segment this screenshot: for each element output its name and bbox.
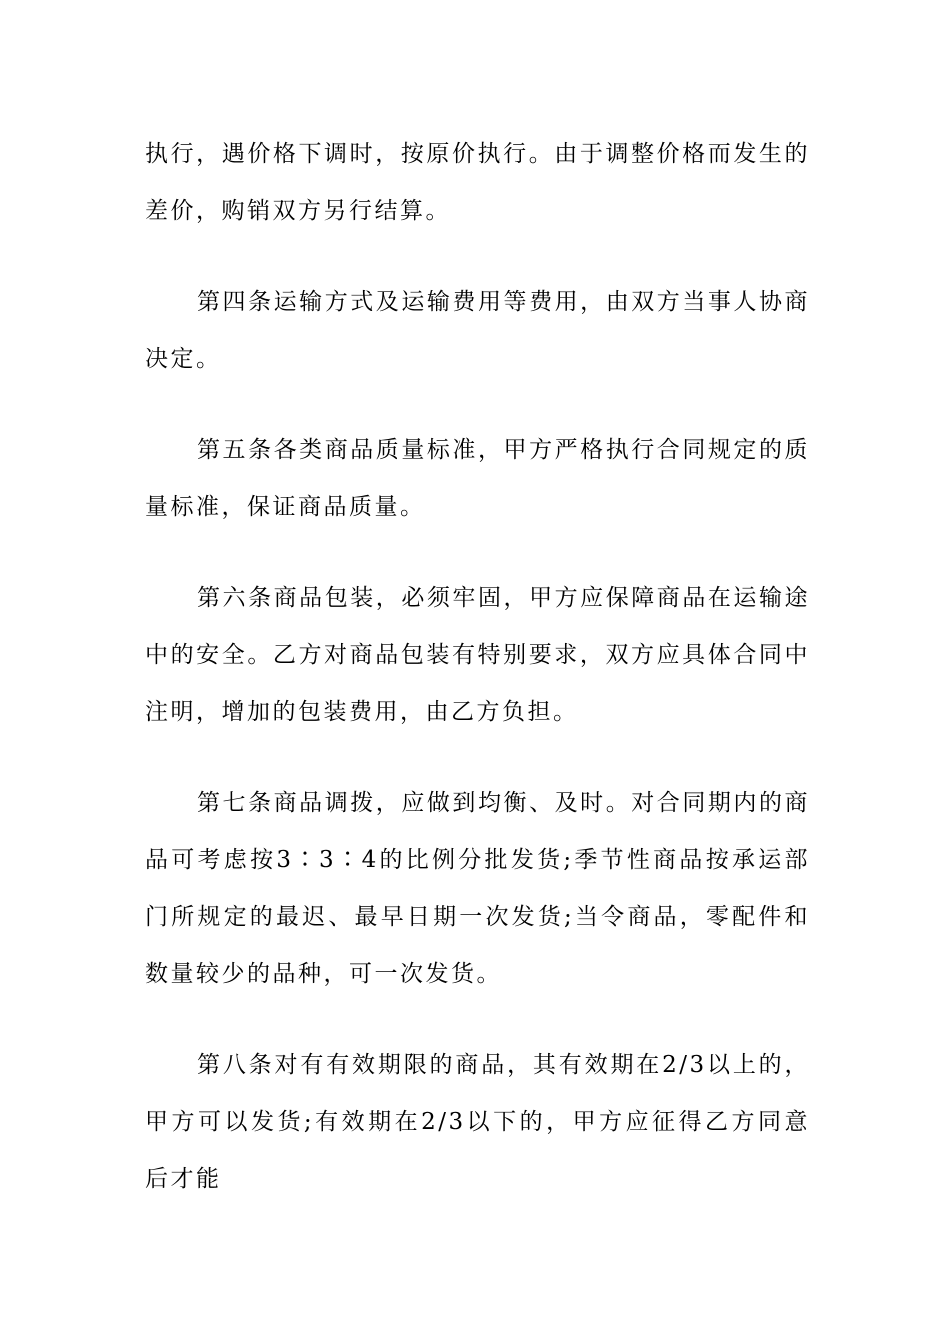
paragraph-article-4: 第四条运输方式及运输费用等费用，由双方当事人协商决定。	[145, 289, 810, 372]
paragraph-article-6: 第六条商品包装，必须牢固，甲方应保障商品在运输途中的安全。乙方对商品包装有特别要求，双方应具体合同中注明，增加的包装费用，由乙方负担。	[145, 585, 810, 725]
paragraph-article-7: 第七条商品调拨，应做到均衡、及时。对合同期内的商品可考虑按3∶3∶4的比例分批发货;季节性商品按承运部门所规定的最迟、最早日期一次发货;当令商品，零配件和数量较少的品种，可一次发货。	[145, 790, 810, 987]
paragraph-article-8: 第八条对有有效期限的商品，其有效期在2/3以上的，甲方可以发货;有效期在2/3以下的，甲方应征得乙方同意后才能	[145, 1052, 810, 1192]
document-body	[145, 126, 810, 1242]
paragraph-article-5: 第五条各类商品质量标准，甲方严格执行合同规定的质量标准，保证商品质量。	[145, 437, 810, 520]
paragraph-price-adjustment: 执行，遇价格下调时，按原价执行。由于调整价格而发生的差价，购销双方另行结算。	[145, 141, 810, 224]
